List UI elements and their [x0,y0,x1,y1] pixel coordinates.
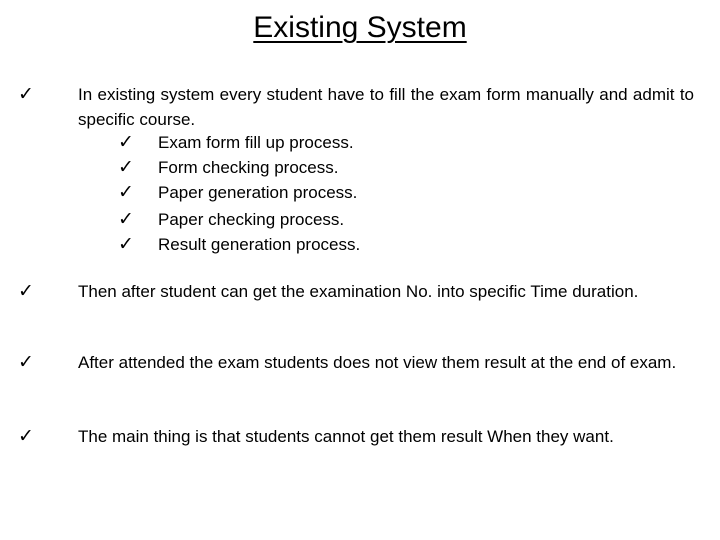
bullet-existing-system [18,82,694,132]
bullet-view-result [18,350,694,375]
sub-item-label: Exam form fill up process. [158,133,354,152]
bullet-text: In existing system every student have to fill the exam form manually and admit to specific course. [78,85,694,129]
checkmark-icon: ✓ [118,208,134,230]
sub-item-label: Paper generation process. [158,183,358,202]
slide-title: Existing System [253,11,467,44]
checkmark-icon: ✓ [18,351,34,373]
checkmark-icon: ✓ [118,233,134,255]
sub-item-label: Paper checking process. [158,210,345,229]
checkmark-icon: ✓ [18,280,34,302]
checkmark-icon: ✓ [118,131,134,153]
checkmark-icon: ✓ [118,181,134,203]
sub-item-label: Form checking process. [158,158,339,177]
bullet-text: Then after student can get the examination No. into specific Time duration. [78,282,639,301]
checkmark-icon: ✓ [18,425,34,447]
bullet-text: After attended the exam students does not view them result at the end of exam. [78,353,677,372]
bullet-text: The main thing is that students cannot get them result When they want. [78,427,614,446]
checkmark-icon: ✓ [18,83,34,105]
bullet-examination-number [18,279,694,304]
checkmark-icon: ✓ [118,156,134,178]
bullet-main-thing [18,424,678,449]
sub-item-label: Result generation process. [158,235,361,254]
